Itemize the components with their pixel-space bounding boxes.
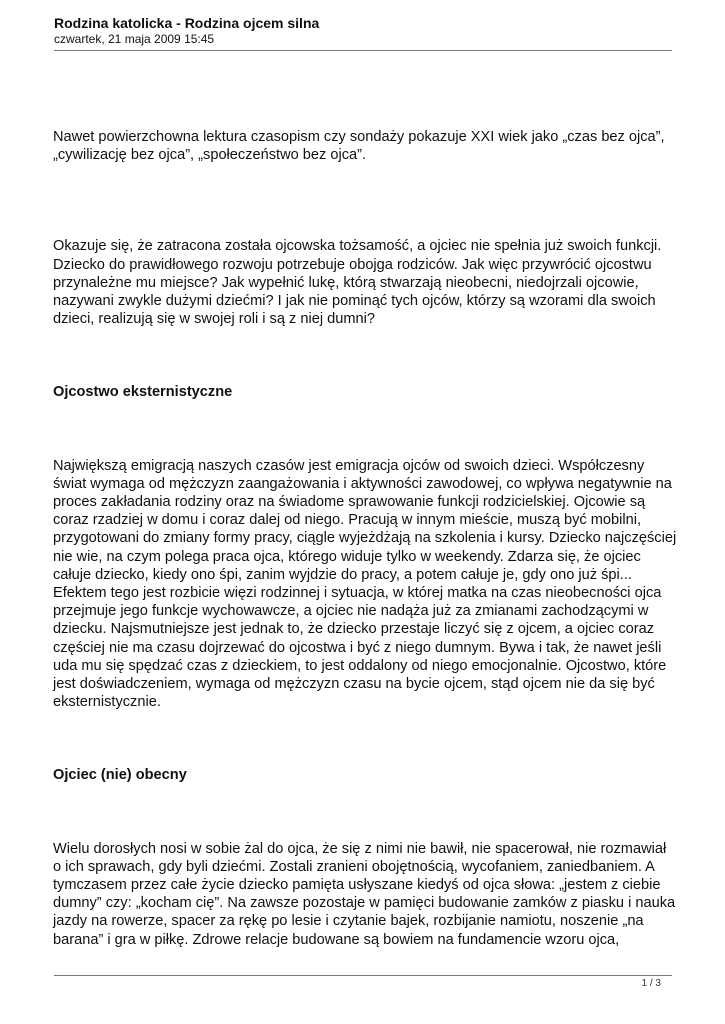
document-header <box>54 15 672 47</box>
section-heading-ojcostwo-eksternistyczne: Ojcostwo eksternistyczne <box>53 384 233 401</box>
document-date: czwartek, 21 maja 2009 15:45 <box>54 32 215 46</box>
section-heading-ojciec-nie-obecny: Ojciec (nie) obecny <box>53 767 187 784</box>
article-body <box>53 128 678 949</box>
footer-divider <box>54 975 672 976</box>
paragraph-emigration: Największą emigracją naszych czasów jest emigracja ojców od swoich dzieci. Współczesny świat wymaga od mężczyzn zaangażowania i aktywności zawodowej, co wpływa negatywnie na proces zakładania rodziny oraz na świadome sprawowanie funkcji rodzicielskiej. Ojcowie są coraz rzadziej w domu i coraz dalej od niego. Pracują w innym mieście, muszą być mobilni, przygotowani do zmiany formy pracy, ciągle wyjeżdżają na szkolenia i kursy. Dziecko najczęściej nie wie, na czym polega praca ojca, którego widuje tylko w weekendy. Zdarza się, że ojciec całuje dziecko, kiedy ono śpi, zanim wyjdzie do pracy, a potem całuje je, gdy ono już śpi... Efektem tego jest rozbicie więzi rodzinnej i sytuacja, w której matka na czas nieobecności ojca przejmuje jego funkcje wychowawcze, a ojciec nie nadąża już za zmianami zachodzącymi w dziecku. Najsmutniejsze jest jednak to, że dziecko przestaje liczyć się z ojcem, a ojciec coraz częściej nie ma czasu dojrzewać do ojcostwa i być z niego dumnym. Bywa i tak, że nawet jeśli uda mu się spędzać czas z dzieckiem, to jest oddalony od niego emocjonalnie. Ojcostwo, które jest doświadczeniem, wymaga od mężczyzn czasu na bycie ojcem, stąd ojcem nie da się być eksternistycznie. <box>53 457 677 711</box>
paragraph-intro: Nawet powierzchowna lektura czasopism czy sondaży pokazuje XXI wiek jako „czas bez ojca”, „cywilizację bez ojca”, „społeczeństwo bez ojca”. <box>53 129 665 164</box>
header-divider <box>54 50 672 51</box>
page-number: 1 / 3 <box>641 978 661 989</box>
document-title: Rodzina katolicka - Rodzina ojcem silna <box>54 15 320 31</box>
paragraph-identity: Okazuje się, że zatracona została ojcowska tożsamość, a ojciec nie spełnia już swoich funkcji. Dziecko do prawidłowego rozwoju potrzebuje obojga rodziców. Jak więc przywrócić ojcostwu przynależne mu miejsce? Jak wypełnić lukę, którą stwarzają nieobecni, niedojrzali ojcowie, nazywani zwykle dużymi dziećmi? I jak nie pominąć tych ojców, którzy są wzorami dla swoich dzieci, realizują się w swojej roli i są z niej dumni? <box>53 238 662 328</box>
paragraph-memories: Wielu dorosłych nosi w sobie żal do ojca, że się z nimi nie bawił, nie spacerował, nie rozmawiał o ich sprawach, gdy byli dziećmi. Zostali zranieni obojętnością, wycofaniem, zaniedbaniem. A tymczasem przez całe życie dziecko pamięta usłyszane kiedyś od ojca słowa: „jestem z ciebie dumny” czy: „kocham cię”. Na zawsze pozostaje w pamięci budowanie zamków z piasku i nauka jazdy na rowerze, spacer za rękę po lesie i czytanie bajek, rozbijanie namiotu, noszenie „na barana” i gra w piłkę. Zdrowe relacje budowane są bowiem na fundamencie wzoru ojca, <box>53 840 676 948</box>
